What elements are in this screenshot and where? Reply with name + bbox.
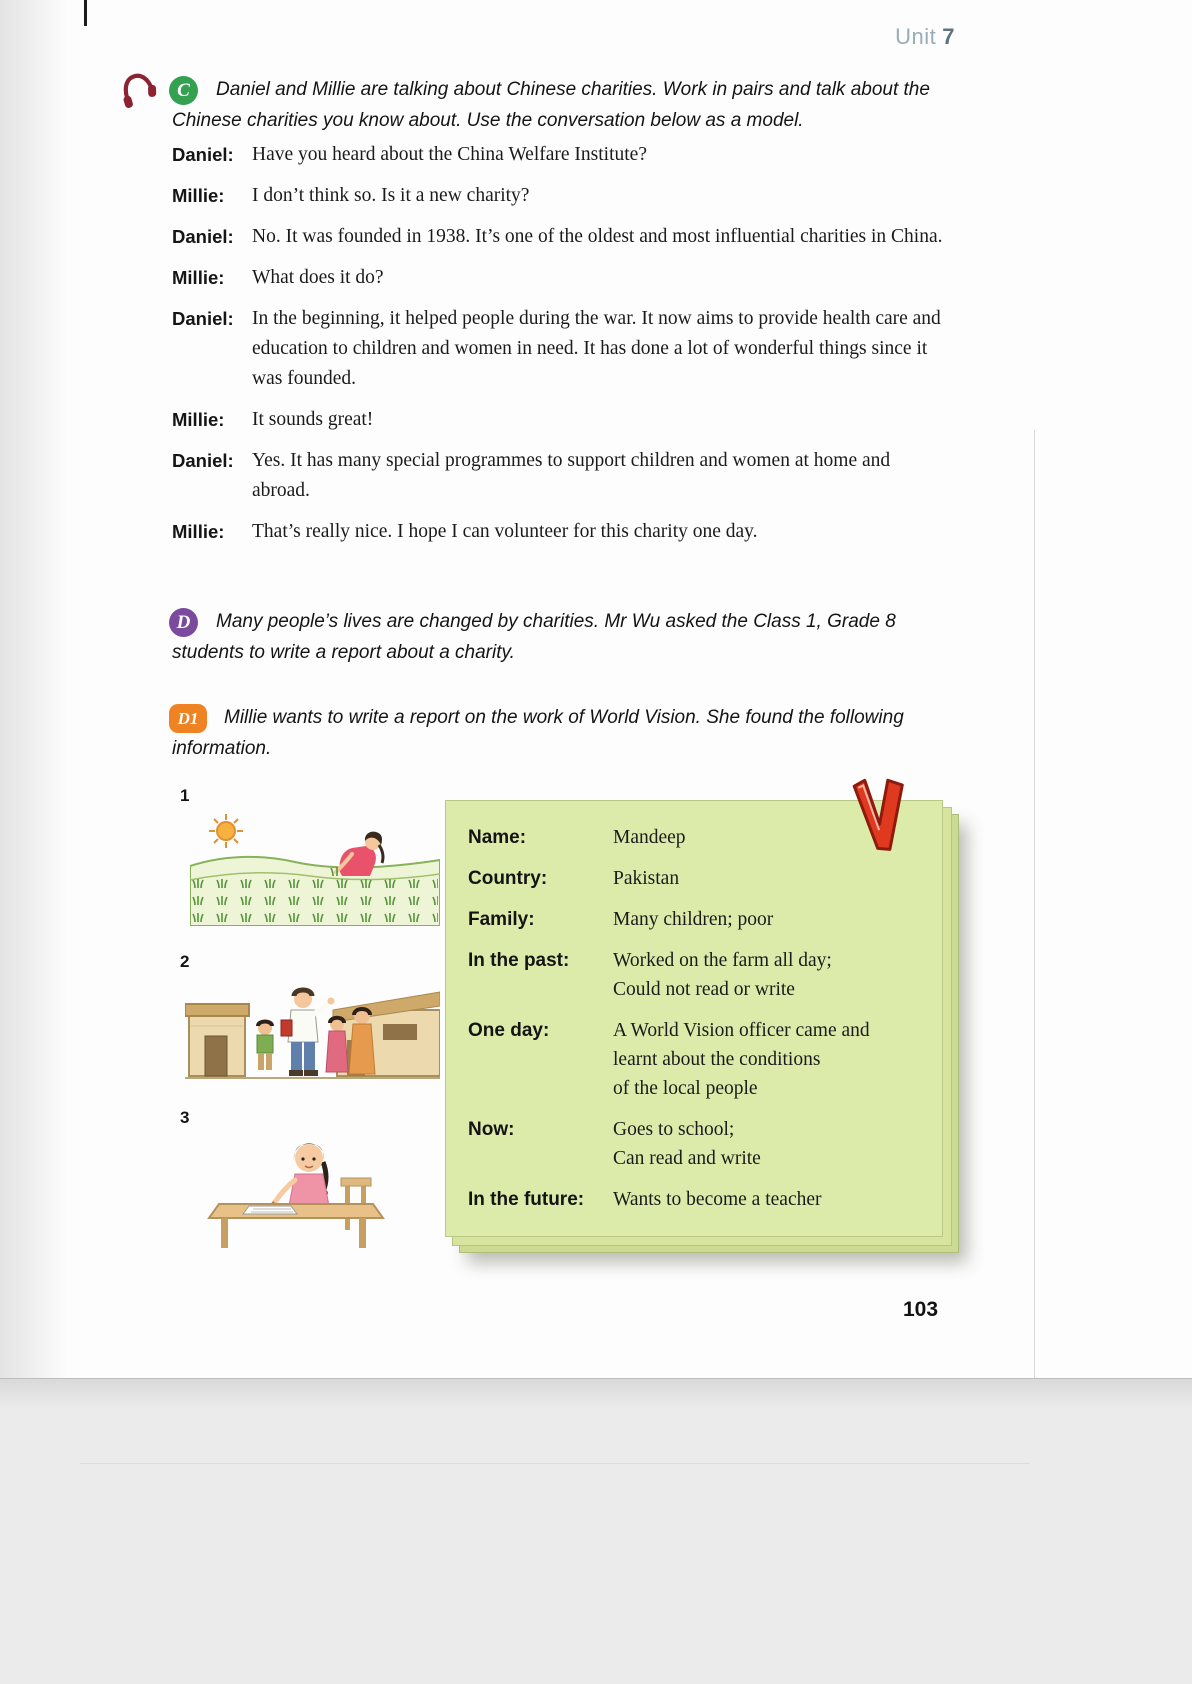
speaker-name: Millie: [172,185,225,206]
card-field-label: Country: [468,868,548,889]
section-d-badge: D [169,608,198,637]
speaker-name: Daniel: [172,308,234,329]
world-vision-note-card [445,800,943,1237]
scan-fold-line [80,1463,1030,1464]
dialogue-text: That’s really nice. I hope I can volunteer for this charity one day. [252,521,758,542]
scan-bottom-margin [0,1378,1192,1684]
card-field-line: Mandeep [613,827,686,848]
illustration-writing-scene [195,1120,425,1255]
dialogue-text: I don’t think so. Is it a new charity? [252,185,530,206]
card-field-value [613,946,924,1004]
dialogue-text: What does it do? [252,267,384,288]
card-field-future [468,1185,924,1214]
card-field-value [613,864,924,893]
card-field-line: Can read and write [613,1148,761,1169]
speaker-name: Millie: [172,267,225,288]
dialogue-text: No. It was founded in 1938. It’s one of the oldest and most influential charities in China. [252,226,943,247]
card-field-family [468,905,924,934]
dialogue-row [172,517,944,547]
dialogue-row [172,304,944,394]
card-field-label: Now: [468,1119,515,1140]
illustration-field-scene [190,806,440,931]
card-field-line: Worked on the farm all day; [613,950,832,971]
world-vision-v-logo-icon [852,776,910,858]
figure-2-number: 2 [180,952,190,971]
card-field-line: Wants to become a teacher [613,1189,822,1210]
card-field-line: Goes to school; [613,1119,735,1140]
scan-left-edge [0,0,86,1378]
card-field-value [613,1185,924,1214]
section-c-badge: C [169,76,198,105]
headphones-icon [116,70,158,108]
card-field-one-day [468,1016,924,1103]
card-field-value [613,1115,924,1173]
speaker-name: Millie: [172,409,225,430]
section-d1-badge: D1 [169,704,207,733]
dialogue-text: It sounds great! [252,409,374,430]
boy-figure [257,1021,273,1070]
speaker-name: Daniel: [172,450,234,471]
section-c-instruction: Daniel and Millie are talking about Chinese charities. Work in pairs and talk about the Chinese charities you know about. Use the conversation below as a model. [172,79,930,131]
speaker-name: Millie: [172,521,225,542]
card-field-label: One day: [468,1020,550,1041]
card-field-label: Name: [468,827,527,848]
unit-word: Unit [895,24,937,49]
card-field-line: learnt about the conditions [613,1049,821,1070]
card-field-line: A World Vision officer came and [613,1020,870,1041]
dialogue-row [172,181,944,211]
left-hut [185,1004,249,1076]
unit-number: 7 [942,24,955,49]
page-edge-line [1034,430,1035,1378]
section-d-header [172,606,950,668]
card-field-label: Family: [468,909,535,930]
illustration-village-scene [185,966,440,1101]
card-field-line: of the local people [613,1078,758,1099]
dialogue-text: In the beginning, it helped people during the war. It now aims to provide health care and education to children and women in need. It has done a lot of wonderful things since it was founded. [252,308,941,389]
dialogue-row [172,405,944,435]
dialogue-row [172,222,944,252]
right-hut [333,992,440,1076]
card-field-label: In the future: [468,1189,585,1210]
speaker-name: Daniel: [172,144,234,165]
dialogue-block [172,140,944,558]
card-field-label: In the past: [468,950,570,971]
card-field-now [468,1115,924,1173]
scan-artifact-line [84,0,87,26]
card-field-line: Could not read or write [613,979,795,1000]
card-field-line: Many children; poor [613,909,774,930]
card-field-country [468,864,924,893]
dialogue-row [172,446,944,506]
card-field-past [468,946,924,1004]
speaker-name: Daniel: [172,226,234,247]
card-field-value [613,905,924,934]
section-d1-instruction: Millie wants to write a report on the work of World Vision. She found the following information. [172,707,904,759]
dialogue-text: Have you heard about the China Welfare Institute? [252,144,647,165]
dialogue-row [172,263,944,293]
section-d-instruction: Many people’s lives are changed by charities. Mr Wu asked the Class 1, Grade 8 students to write a report about a charity. [172,611,896,663]
card-field-line: Pakistan [613,868,680,889]
dialogue-text: Yes. It has many special programmes to support children and women at home and abroad. [252,450,891,501]
page-number: 103 [903,1298,939,1321]
figure-1-number: 1 [180,786,190,805]
card-field-value [613,1016,924,1103]
unit-header [895,24,955,50]
desk [209,1204,383,1248]
dialogue-row [172,140,944,170]
section-c-header [172,74,950,136]
section-d1-header [172,702,950,764]
writing-girl [267,1144,329,1211]
figure-3-number: 3 [180,1108,190,1127]
